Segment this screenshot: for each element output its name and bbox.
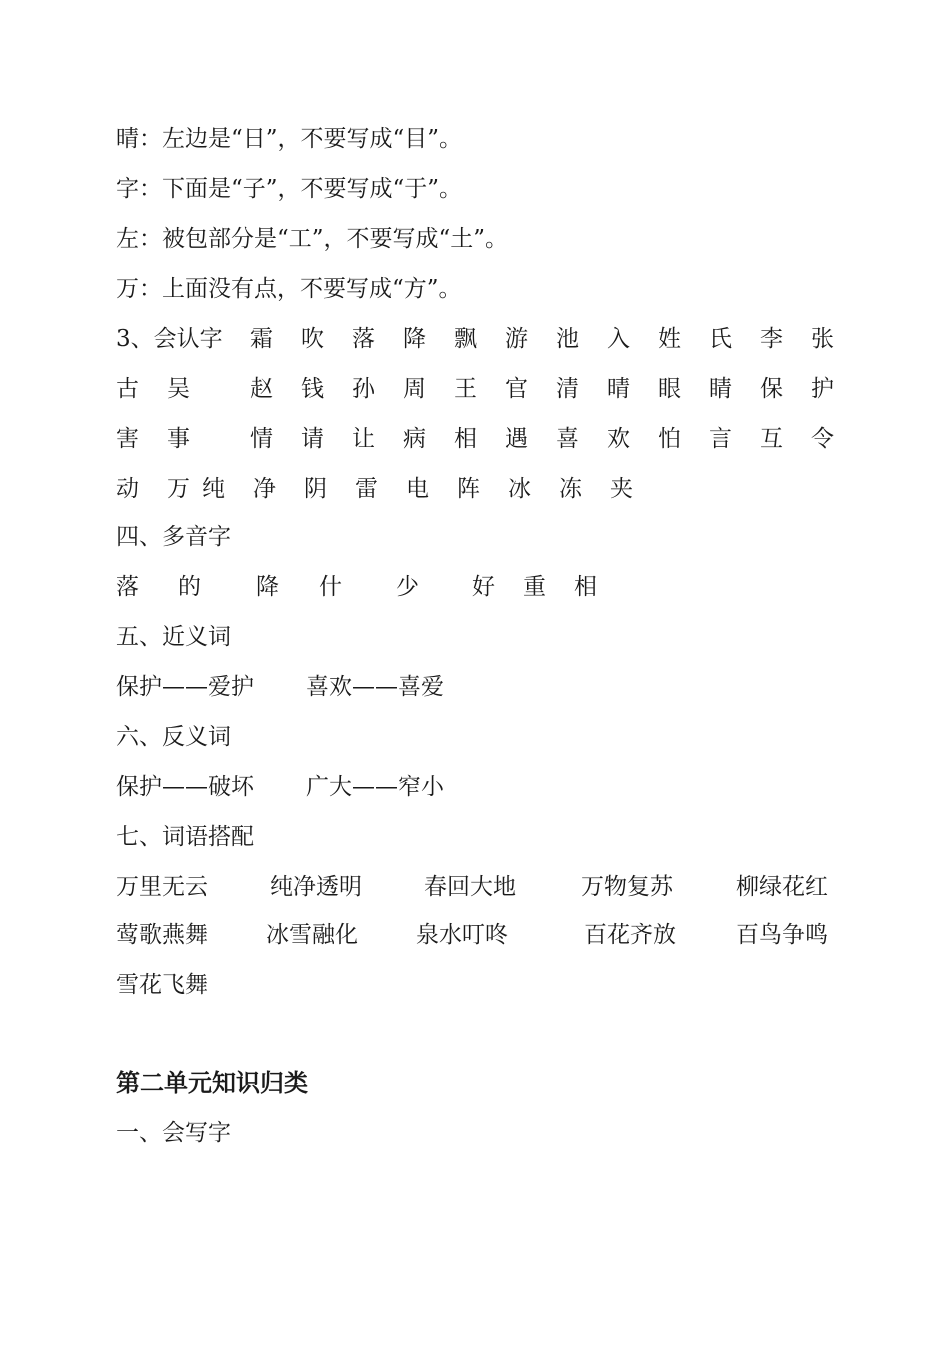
char: 冻 bbox=[559, 476, 582, 502]
char: 张 bbox=[811, 326, 834, 352]
section-heading: 六、反义词 bbox=[116, 724, 231, 750]
char: 吴 bbox=[167, 376, 190, 402]
char: 姓 bbox=[658, 326, 681, 352]
recognize-heading: 3、会认字 bbox=[116, 326, 223, 352]
char: 李 bbox=[760, 326, 783, 352]
char: 睛 bbox=[709, 376, 732, 402]
phrase: 冰雪融化 bbox=[266, 922, 358, 948]
unit-title: 第二单元知识归类 bbox=[116, 1069, 308, 1097]
phrase: 泉水叮咚 bbox=[416, 922, 508, 948]
note-line: 万：上面没有点，不要写成“方”。 bbox=[116, 276, 462, 302]
char: 清 bbox=[556, 376, 579, 402]
char: 降 bbox=[256, 574, 279, 600]
char: 入 bbox=[607, 326, 630, 352]
char: 氏 bbox=[709, 326, 732, 352]
char: 孙 bbox=[352, 376, 375, 402]
phrase: 百花齐放 bbox=[584, 922, 676, 948]
polyphonic-row bbox=[116, 570, 636, 604]
collocation-row-1 bbox=[116, 870, 846, 904]
char: 互 bbox=[760, 426, 783, 452]
char: 阴 bbox=[304, 476, 327, 502]
char: 钱 bbox=[301, 376, 324, 402]
note-line: 字：下面是“子”，不要写成“于”。 bbox=[116, 176, 463, 202]
char: 病 bbox=[403, 426, 426, 452]
char: 古 bbox=[116, 376, 139, 402]
char: 欢 bbox=[607, 426, 630, 452]
char: 雷 bbox=[355, 476, 378, 502]
char: 的 bbox=[178, 574, 201, 600]
word-pair: 喜欢——喜爱 bbox=[306, 674, 444, 700]
phrase: 雪花飞舞 bbox=[116, 972, 208, 998]
char: 护 bbox=[811, 376, 834, 402]
char: 眼 bbox=[658, 376, 681, 402]
phrase: 莺歌燕舞 bbox=[116, 922, 208, 948]
char: 什 bbox=[319, 574, 342, 600]
char: 纯 bbox=[202, 476, 225, 502]
note-line: 晴：左边是“日”，不要写成“目”。 bbox=[116, 126, 463, 152]
char: 周 bbox=[403, 376, 426, 402]
char: 害 bbox=[116, 426, 139, 452]
char: 相 bbox=[574, 574, 597, 600]
char: 吹 bbox=[301, 326, 324, 352]
char: 游 bbox=[505, 326, 528, 352]
section-heading: 一、会写字 bbox=[116, 1120, 231, 1146]
char: 保 bbox=[760, 376, 783, 402]
char: 官 bbox=[505, 376, 528, 402]
collocation-row-2 bbox=[116, 918, 846, 952]
note-line: 左：被包部分是“工”，不要写成“土”。 bbox=[116, 226, 509, 252]
recognize-row-1 bbox=[116, 322, 846, 356]
recognize-row-2 bbox=[116, 372, 846, 406]
char: 遇 bbox=[505, 426, 528, 452]
phrase: 柳绿花红 bbox=[736, 874, 828, 900]
char: 相 bbox=[454, 426, 477, 452]
char: 赵 bbox=[250, 376, 273, 402]
word-pair: 保护——爱护 bbox=[116, 674, 254, 700]
word-pair: 保护——破坏 bbox=[116, 774, 254, 800]
char: 动 bbox=[116, 476, 139, 502]
char: 落 bbox=[116, 574, 139, 600]
phrase: 春回大地 bbox=[424, 874, 516, 900]
char: 池 bbox=[556, 326, 579, 352]
char: 晴 bbox=[607, 376, 630, 402]
char: 言 bbox=[709, 426, 732, 452]
char: 冰 bbox=[508, 476, 531, 502]
phrase: 万物复苏 bbox=[581, 874, 673, 900]
phrase: 纯净透明 bbox=[270, 874, 362, 900]
char: 飘 bbox=[454, 326, 477, 352]
section-heading: 七、词语搭配 bbox=[116, 824, 254, 850]
char: 少 bbox=[396, 574, 419, 600]
char: 请 bbox=[301, 426, 324, 452]
char: 夹 bbox=[610, 476, 633, 502]
word-pair: 广大——窄小 bbox=[306, 774, 444, 800]
recognize-row-3 bbox=[116, 422, 846, 456]
section-heading: 四、多音字 bbox=[116, 524, 231, 550]
char: 落 bbox=[352, 326, 375, 352]
char: 事 bbox=[167, 426, 190, 452]
char: 净 bbox=[253, 476, 276, 502]
phrase: 百鸟争鸣 bbox=[736, 922, 828, 948]
char: 情 bbox=[250, 426, 273, 452]
antonym-row bbox=[116, 770, 536, 804]
char: 好 bbox=[472, 574, 495, 600]
char: 喜 bbox=[556, 426, 579, 452]
char: 阵 bbox=[457, 476, 480, 502]
char: 王 bbox=[454, 376, 477, 402]
char: 降 bbox=[403, 326, 426, 352]
section-heading: 五、近义词 bbox=[116, 624, 231, 650]
char: 重 bbox=[523, 574, 546, 600]
char: 怕 bbox=[658, 426, 681, 452]
char: 让 bbox=[352, 426, 375, 452]
synonym-row bbox=[116, 670, 536, 704]
collocation-row-3 bbox=[116, 968, 208, 1002]
char: 霜 bbox=[250, 326, 273, 352]
phrase: 万里无云 bbox=[116, 874, 208, 900]
char: 令 bbox=[811, 426, 834, 452]
recognize-row-4 bbox=[116, 472, 846, 506]
char: 电 bbox=[406, 476, 429, 502]
char: 万 bbox=[167, 476, 190, 502]
